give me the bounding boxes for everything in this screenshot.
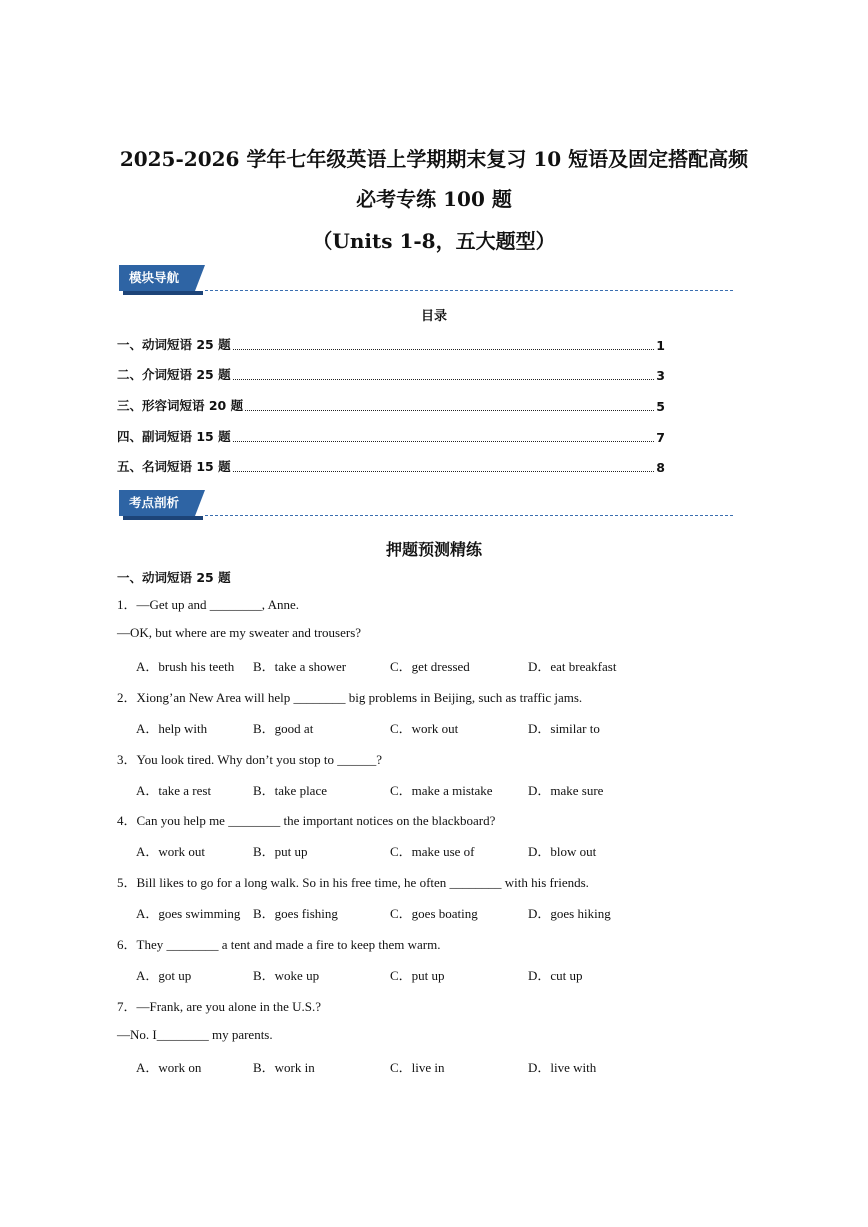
option-b[interactable]: B．woke up — [253, 968, 320, 983]
analysis-label: 考点剖析 — [119, 490, 195, 516]
question-line: —No. I________ my parents. — [117, 1027, 273, 1042]
toc-entry-label: 一、动词短语 25 题 — [117, 337, 231, 352]
question-stem: 4．Can you help me ________ the important notices on the blackboard? — [117, 813, 496, 828]
toc-leader — [233, 379, 655, 380]
banner-dashed-line — [205, 290, 733, 291]
toc-leader — [245, 410, 654, 411]
toc-entry-page: 7 — [656, 430, 665, 445]
option-b[interactable]: B．good at — [253, 721, 314, 736]
option-b[interactable]: B．goes fishing — [253, 906, 338, 921]
toc-entry-page: 5 — [656, 399, 665, 414]
toc-entry-page: 1 — [656, 338, 665, 353]
option-a[interactable]: A．work out — [136, 844, 205, 859]
question-stem: 3．You look tired. Why don’t you stop to ______? — [117, 752, 383, 767]
module-nav-label: 模块导航 — [119, 265, 195, 291]
option-c[interactable]: C．make a mistake — [390, 783, 493, 798]
toc-entry-label: 五、名词短语 15 题 — [117, 459, 231, 474]
toc-entry-label: 二、介词短语 25 题 — [117, 367, 231, 382]
toc-entry[interactable] — [117, 398, 665, 414]
banner-shadow — [123, 291, 203, 295]
option-d[interactable]: D．make sure — [528, 783, 604, 798]
doc-title-line1: 2025-2026 学年七年级英语上学期期末复习 10 短语及固定搭配高频 — [119, 147, 749, 171]
doc-title-line3: （Units 1-8，五大题型） — [312, 229, 556, 253]
question-stem: 1．—Get up and ________, Anne. — [117, 597, 299, 612]
toc-heading: 目录 — [420, 309, 447, 324]
question-line: —OK, but where are my sweater and trousers? — [117, 625, 362, 640]
option-c[interactable]: C．get dressed — [390, 659, 470, 674]
banner-dashed-line — [205, 515, 733, 516]
option-c[interactable]: C．goes boating — [390, 906, 478, 921]
banner-shadow — [123, 516, 203, 520]
option-d[interactable]: D．similar to — [528, 721, 600, 736]
option-c[interactable]: C．live in — [390, 1060, 445, 1075]
toc-entry[interactable] — [117, 367, 665, 383]
option-d[interactable]: D．blow out — [528, 844, 597, 859]
toc-leader — [233, 441, 655, 442]
option-b[interactable]: B．take a shower — [253, 659, 347, 674]
option-d[interactable]: D．live with — [528, 1060, 597, 1075]
option-a[interactable]: A．goes swimming — [136, 906, 241, 921]
option-c[interactable]: C．put up — [390, 968, 445, 983]
option-d[interactable]: D．eat breakfast — [528, 659, 617, 674]
toc-entry[interactable] — [117, 459, 665, 475]
question-stem: 2．Xiong’an New Area will help ________ big problems in Beijing, such as traffic jams. — [117, 690, 583, 705]
module-nav-banner — [119, 265, 733, 295]
option-c[interactable]: C．make use of — [390, 844, 475, 859]
section-heading: 一、动词短语 25 题 — [117, 570, 231, 585]
toc-entry-label: 三、形容词短语 20 题 — [117, 398, 244, 413]
question-stem: 7．—Frank, are you alone in the U.S.? — [117, 999, 321, 1014]
option-a[interactable]: A．brush his teeth — [136, 659, 235, 674]
toc-leader — [233, 471, 655, 472]
option-a[interactable]: A．take a rest — [136, 783, 212, 798]
option-b[interactable]: B．take place — [253, 783, 327, 798]
question-stem: 5．Bill likes to go for a long walk. So in his free time, he often ________ with his friends. — [117, 875, 589, 890]
option-a[interactable]: A．got up — [136, 968, 192, 983]
option-b[interactable]: B．put up — [253, 844, 308, 859]
toc-entry-label: 四、副词短语 15 题 — [117, 429, 231, 444]
toc-entry[interactable] — [117, 429, 665, 445]
doc-title-line2: 必考专练 100 题 — [356, 187, 512, 211]
section-title: 押题预测精练 — [385, 540, 482, 559]
option-a[interactable]: A．work on — [136, 1060, 202, 1075]
option-c[interactable]: C．work out — [390, 721, 459, 736]
option-a[interactable]: A．help with — [136, 721, 208, 736]
question-stem: 6．They ________ a tent and made a fire to keep them warm. — [117, 937, 441, 952]
toc-entry-page: 3 — [656, 368, 665, 383]
toc-leader — [233, 349, 655, 350]
option-d[interactable]: D．goes hiking — [528, 906, 611, 921]
option-d[interactable]: D．cut up — [528, 968, 583, 983]
analysis-banner — [119, 490, 733, 520]
option-b[interactable]: B．work in — [253, 1060, 315, 1075]
toc-entry-page: 8 — [656, 460, 665, 475]
toc-entry[interactable] — [117, 337, 665, 353]
